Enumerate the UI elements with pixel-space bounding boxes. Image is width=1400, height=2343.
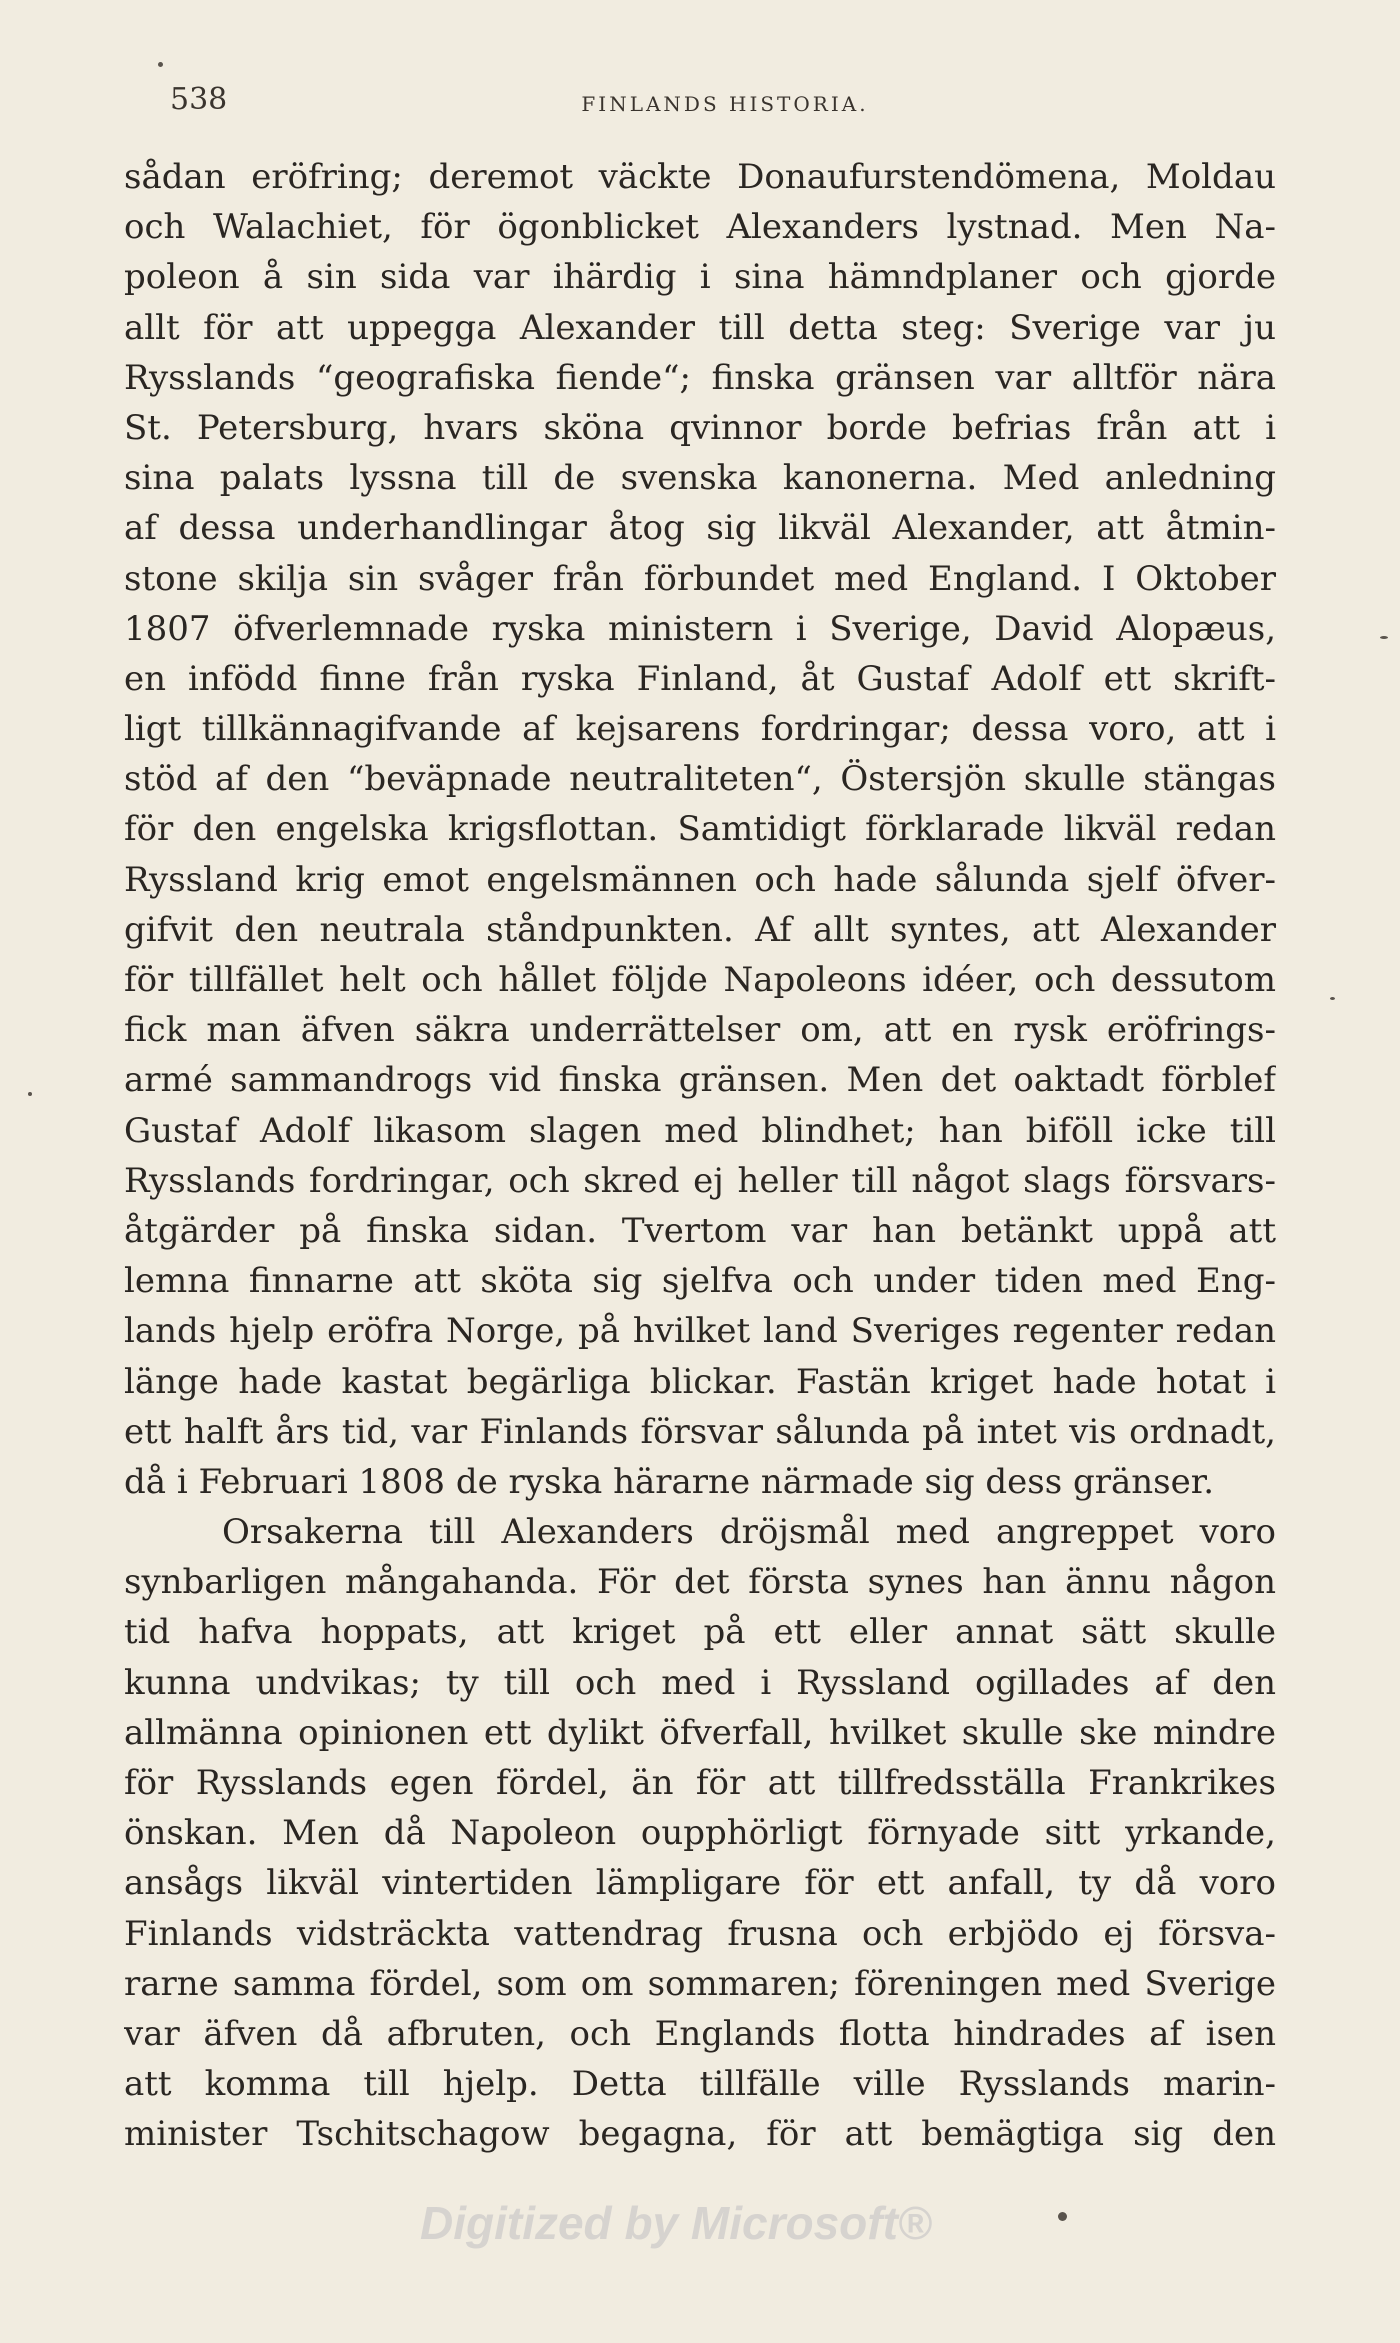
text-line: af dessa underhandlingar åtog sig likväl Alexander, att åtmin- (124, 508, 1276, 549)
text-line: ansågs likväl vintertiden lämpligare för ett anfall, ty då voro (124, 1863, 1276, 1904)
text-line: åtgärder på finska sidan. Tvertom var han betänkt uppå att (124, 1210, 1276, 1251)
text-line: allt för att uppegga Alexander till detta steg: Sverige var ju (124, 307, 1276, 348)
text-line: ligt tillkännagifvande af kejsarens fordringar; dessa voro, att i (124, 709, 1276, 750)
text-line: för den engelska krigsflottan. Samtidigt förklarade likväl redan (124, 809, 1276, 850)
scan-speck (1058, 2212, 1067, 2221)
text-line: sådan eröfring; deremot väckte Donaufurstendömena, Moldau (124, 157, 1276, 197)
text-line-paragraph-end: då i Februari 1808 de ryska härarne närmade sig dess gränser. (124, 1461, 1215, 1502)
digitization-watermark: Digitized by Microsoft® (420, 2197, 932, 2249)
text-line: allmänna opinionen ett dylikt öfverfall, hvilket skulle ske mindre (124, 1712, 1276, 1753)
page-number: 538 (170, 82, 228, 117)
text-line: lemna finnarne att sköta sig sjelfva och under tiden med Eng- (124, 1261, 1276, 1302)
running-title: FINLANDS HISTORIA. (581, 92, 869, 116)
text-line: Rysslands “geografiska fiende“; finska gränsen var alltför nära (124, 357, 1276, 398)
text-line: sina palats lyssna till de svenska kanonerna. Med anledning (124, 458, 1276, 499)
scan-speck (158, 62, 163, 67)
text-line: för Rysslands egen fördel, än för att tillfredsställa Frankrikes (124, 1763, 1276, 1803)
text-line: länge hade kastat begärliga blickar. Fastän kriget hade hotat i (124, 1361, 1276, 1402)
text-line: fick man äfven säkra underrättelser om, att en rysk eröfrings- (124, 1010, 1276, 1051)
text-line: och Walachiet, för ögonblicket Alexanders lystnad. Men Na- (124, 207, 1276, 248)
body-text (124, 152, 1276, 2160)
text-line: gifvit den neutrala ståndpunkten. Af allt syntes, att Alexander (124, 909, 1276, 950)
text-line: armé sammandrogs vid finska gränsen. Men det oaktadt förblef (124, 1060, 1276, 1101)
text-line: tid hafva hoppats, att kriget på ett eller annat sätt skulle (124, 1612, 1276, 1653)
text-line: Finlands vidsträckta vattendrag frusna och erbjödo ej försva- (124, 1913, 1276, 1954)
text-line: 1807 öfverlemnade ryska ministern i Sverige, David Alopæus, (124, 608, 1276, 649)
text-line: Rysslands fordringar, och skred ej heller till något slags försvars- (124, 1160, 1276, 1201)
scan-speck (1330, 997, 1335, 1000)
text-line: lands hjelp eröfra Norge, på hvilket land Sveriges regenter redan (124, 1311, 1276, 1352)
text-line: rarne samma fördel, som om sommaren; föreningen med Sverige (124, 1963, 1276, 2004)
text-line: synbarligen mångahanda. För det första synes han ännu någon (124, 1562, 1276, 1603)
scan-speck (28, 1092, 32, 1096)
text-line: stöd af den “beväpnade neutraliteten“, Östersjön skulle stängas (124, 759, 1276, 800)
text-line: St. Petersburg, hvars sköna qvinnor borde befrias från att i (124, 407, 1276, 448)
text-line: ett halft års tid, var Finlands försvar sålunda på intet vis ordnadt, (124, 1411, 1276, 1452)
text-line: att komma till hjelp. Detta tillfälle ville Rysslands marin- (124, 2064, 1276, 2105)
text-line: Gustaf Adolf likasom slagen med blindhet; han biföll icke till (124, 1110, 1276, 1151)
text-line: stone skilja sin svåger från förbundet med England. I Oktober (124, 558, 1276, 599)
text-line: önskan. Men då Napoleon oupphörligt förnyade sitt yrkande, (124, 1813, 1276, 1854)
text-line-paragraph-start: Orsakerna till Alexanders dröjsmål med angreppet voro (222, 1512, 1276, 1553)
page-header (170, 82, 1280, 122)
text-line: en infödd finne från ryska Finland, åt Gustaf Adolf ett skrift- (124, 658, 1276, 699)
text-line: kunna undvikas; ty till och med i Ryssland ogillades af den (124, 1662, 1276, 1703)
text-line: Ryssland krig emot engelsmännen och hade sålunda sjelf öfver- (124, 859, 1276, 900)
text-line: var äfven då afbruten, och Englands flotta hindrades af isen (124, 2013, 1276, 2054)
text-line: poleon å sin sida var ihärdig i sina hämndplaner och gjorde (124, 257, 1276, 298)
text-line: minister Tschitschagow begagna, för att bemägtiga sig den (124, 2114, 1276, 2155)
scan-speck (1380, 636, 1388, 639)
text-line: för tillfället helt och hållet följde Napoleons idéer, och dessutom (124, 960, 1276, 1000)
